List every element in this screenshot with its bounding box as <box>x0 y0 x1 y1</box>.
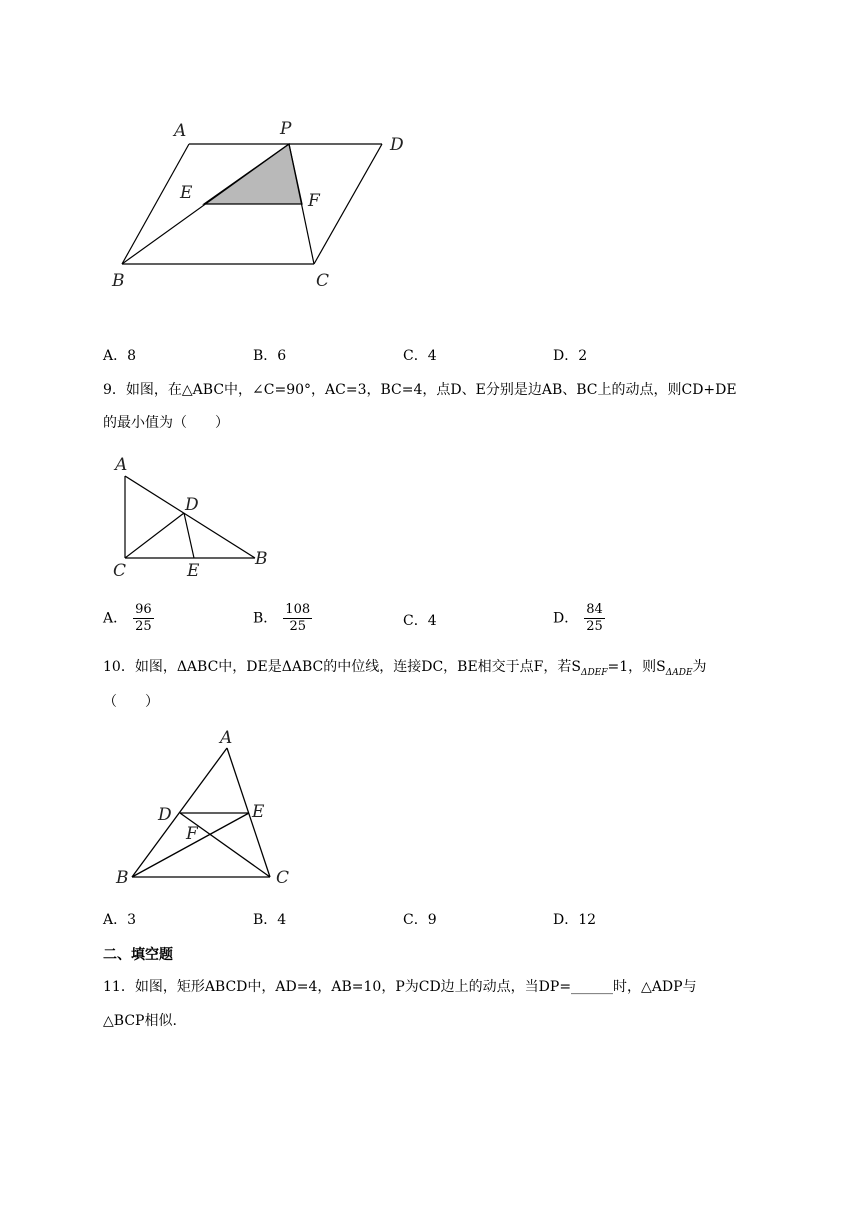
q10-subscript-ade: ΔADE <box>665 667 693 678</box>
q10-label-E: E <box>252 802 265 822</box>
q9-choice-d: D． $\frac{84}{25}$ <box>553 602 603 634</box>
q9-choice-b: B． $\frac{108}{25}$ <box>253 602 311 634</box>
q8-label-A: A <box>174 121 187 141</box>
q10-question-line2: （ ） <box>103 694 159 710</box>
q10-label-F: F <box>186 824 198 844</box>
q10-segment-BE <box>132 813 249 877</box>
q9-question-line1: 9．如图，在△ABC中，∠C=90°，AC=3，BC=4，点D、E分别是边AB、BC上的动点，则CD+DE <box>103 382 737 398</box>
q10-choice-a: A．3 <box>103 912 137 928</box>
q10-figure <box>110 725 310 895</box>
q10-label-B: B <box>116 868 129 888</box>
q9-figure <box>105 450 285 585</box>
q11-question-line2: △BCP相似. <box>103 1013 177 1029</box>
q9-label-A: A <box>115 455 128 475</box>
q8-side-CD <box>314 144 382 264</box>
q8-choice-a: A．8 <box>103 348 137 364</box>
q9-label-D: D <box>185 495 199 515</box>
q8-label-F: F <box>308 191 320 211</box>
q8-label-P: P <box>280 119 292 139</box>
q10-choice-d: D．12 <box>553 912 597 928</box>
q10-label-D: D <box>158 805 172 825</box>
q8-side-AB <box>122 144 189 264</box>
q8-label-B: B <box>112 271 125 291</box>
q10-label-A: A <box>220 728 233 748</box>
q9-label-B: B <box>255 549 268 569</box>
q10-subscript-def: ΔDEF <box>580 667 608 678</box>
q8-figure <box>100 110 420 300</box>
q8-label-D: D <box>390 135 404 155</box>
q8-label-C: C <box>316 271 330 291</box>
q9-fraction-b: $\frac{108}{25}$ <box>285 602 311 634</box>
q10-segment-DC <box>180 813 270 877</box>
q8-label-E: E <box>180 183 193 203</box>
q9-question-line2: 的最小值为（ ） <box>103 415 229 431</box>
q9-segment-DE <box>184 513 194 558</box>
q8-choice-d: D．2 <box>553 348 588 364</box>
q9-side-AB <box>125 476 255 558</box>
q10-question-line1: 10．如图，ΔABC中，DE是ΔABC的中位线，连接DC，BE相交于点F，若$S_{\Delta DEF}=1$，则$S_{\Delta ADE}$为 <box>103 659 707 678</box>
q10-choice-c: C．9 <box>403 912 437 928</box>
q9-choice-a: A． $\frac{96}{25}$ <box>103 602 152 634</box>
q9-segment-CD <box>125 513 184 558</box>
section-heading: 二、填空题 <box>103 947 173 963</box>
q9-label-C: C <box>113 561 127 581</box>
q9-choice-c: C．4 <box>403 613 437 629</box>
q8-choice-b: B．6 <box>253 348 287 364</box>
q10-label-C: C <box>276 868 290 888</box>
q9-fraction-a: $\frac{96}{25}$ <box>135 602 152 634</box>
q9-label-E: E <box>187 561 200 581</box>
q8-choice-c: C．4 <box>403 348 437 364</box>
q9-fraction-d: $\frac{84}{25}$ <box>586 602 603 634</box>
q11-question-line1: 11．如图，矩形ABCD中，AD=4，AB=10，P为CD边上的动点，当DP=______时，△ADP与 <box>103 979 697 995</box>
q10-choice-b: B．4 <box>253 912 287 928</box>
